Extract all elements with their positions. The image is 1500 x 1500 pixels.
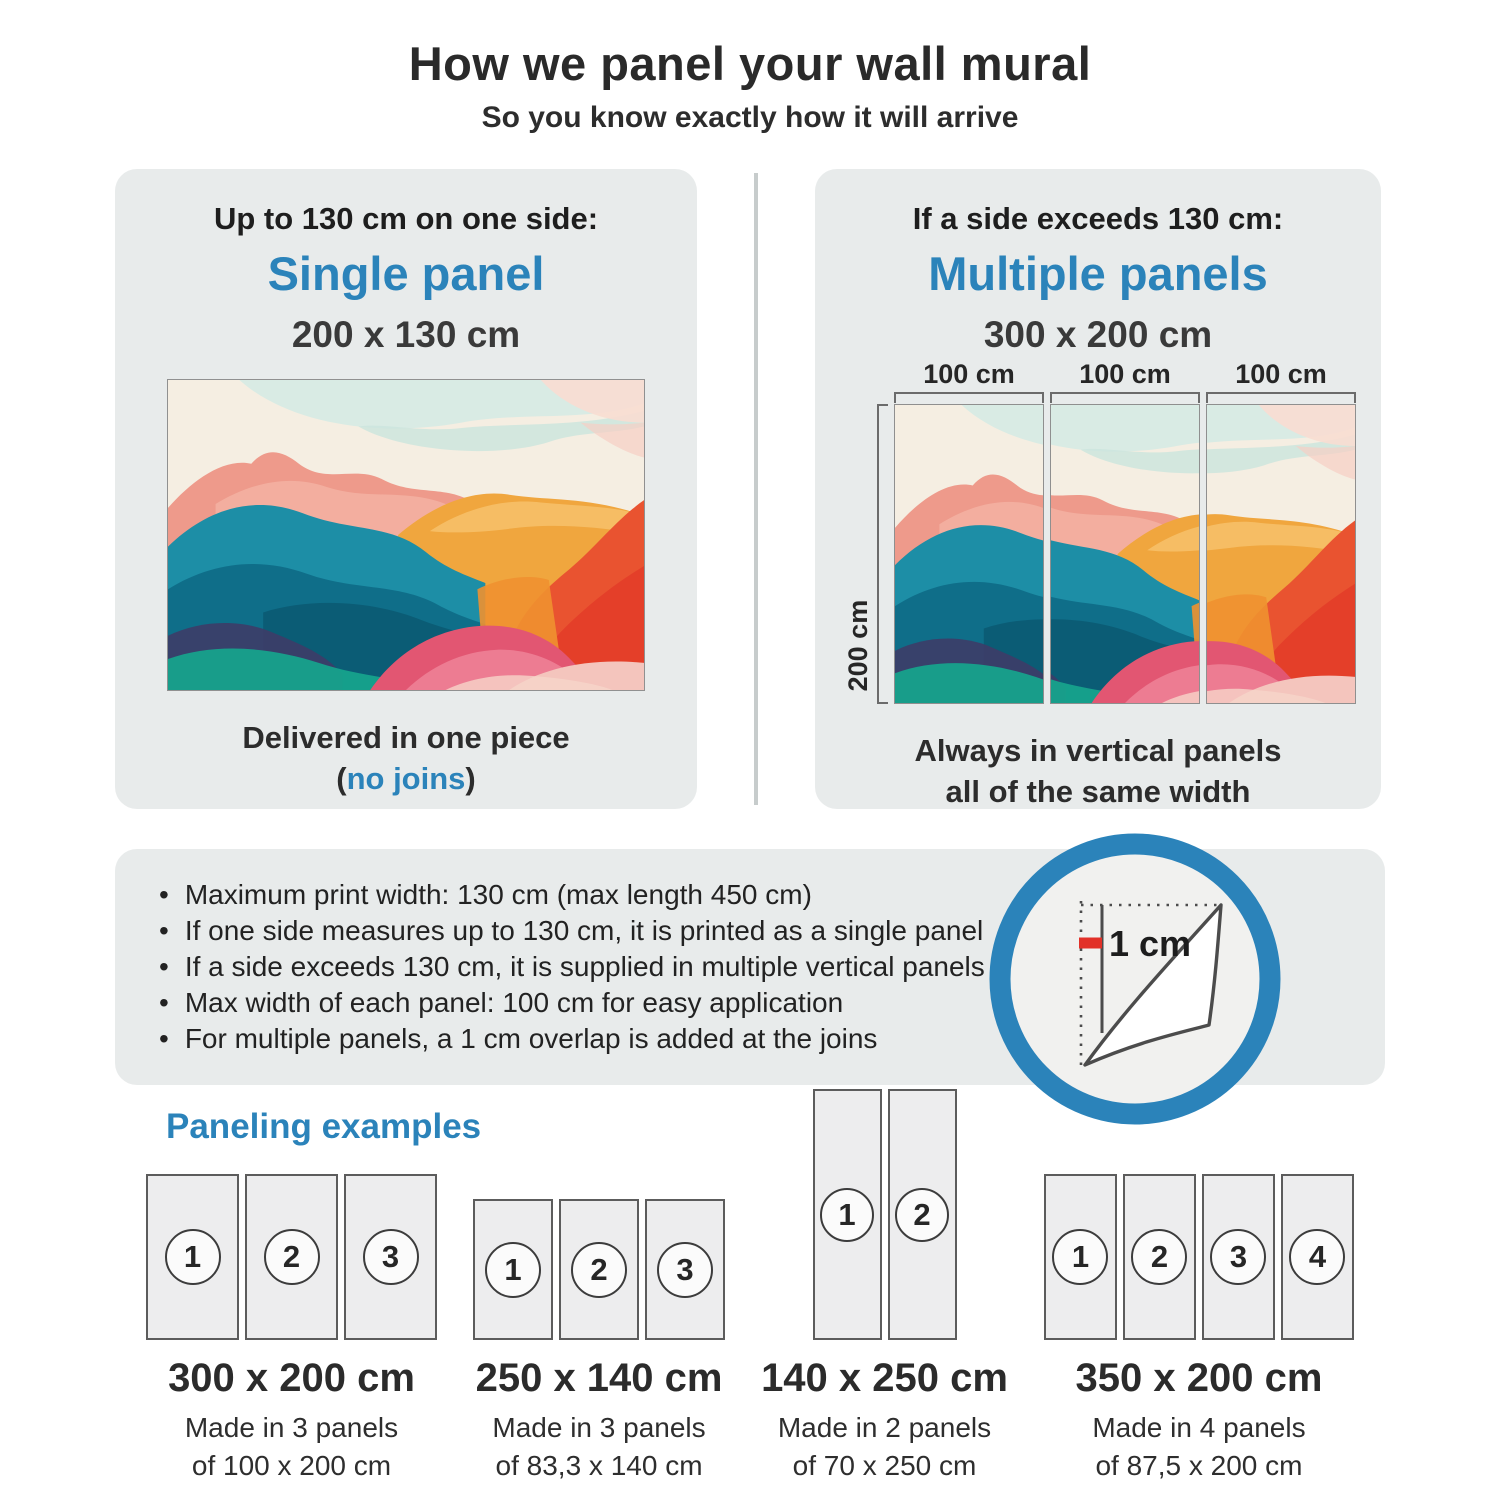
height-bracket: [877, 404, 888, 704]
width-label-3: 100 cm: [1235, 359, 1327, 389]
example-desc-line2: of 83,3 x 140 cm: [495, 1450, 703, 1481]
single-panel-result: Single panel: [267, 247, 545, 300]
panel: [559, 1199, 639, 1340]
panel-number-badge: 1: [820, 1188, 874, 1242]
rule-item-4: [153, 985, 1055, 1021]
example-panels: [473, 1199, 725, 1340]
single-panel-card: [115, 169, 697, 809]
examples-row: [138, 1089, 1362, 1485]
panel-number-badge: 3: [657, 1242, 713, 1298]
example-description: [492, 1409, 705, 1485]
width-bracket-3: [1206, 392, 1356, 403]
page-header: [0, 0, 1500, 135]
example-size: 140 x 250 cm: [761, 1356, 1008, 1400]
panel-number-badge: 2: [895, 1188, 949, 1242]
bullet-icon: •: [159, 915, 169, 946]
panel: [888, 1089, 957, 1340]
overlap-label: 1 cm: [1109, 923, 1192, 964]
panel-number-badge: 1: [165, 1229, 221, 1285]
rule-item-5: [153, 1021, 1055, 1057]
caption-paren-open: (: [336, 761, 347, 796]
panel-number-badge: 2: [571, 1242, 627, 1298]
panel-number-badge: 3: [363, 1229, 419, 1285]
mural-panel-slice-2: [1050, 404, 1200, 704]
single-caption-line1: Delivered in one piece: [242, 720, 570, 755]
example-desc-line2: of 87,5 x 200 cm: [1095, 1450, 1303, 1481]
rule-item-3: [153, 949, 1055, 985]
bullet-icon: •: [159, 987, 169, 1018]
single-panel-size: 200 x 130 cm: [291, 314, 521, 355]
width-label-1: 100 cm: [923, 359, 1015, 389]
panel: [1044, 1174, 1117, 1340]
panel: [813, 1089, 882, 1340]
example-desc-line2: of 100 x 200 cm: [191, 1450, 392, 1481]
panel-number-badge: 2: [1131, 1229, 1187, 1285]
bullet-icon: •: [159, 951, 169, 982]
panel: [645, 1199, 725, 1340]
rule-text-1: Maximum print width: 130 cm (max length 450 cm): [184, 879, 812, 910]
multiple-panels-result: Multiple panels: [928, 247, 1268, 300]
rule-text-4: Max width of each panel: 100 cm for easy application: [184, 987, 844, 1018]
page-subtitle: So you know exactly how it will arrive: [481, 101, 1019, 134]
multiple-panels-caption: [815, 730, 1381, 812]
panel-number-badge: 1: [485, 1242, 541, 1298]
mural-slice-1-svg: [895, 405, 1043, 703]
panel-number-badge: 4: [1289, 1229, 1345, 1285]
rule-text-3: If a side exceeds 130 cm, it is supplied in multiple vertical panels: [184, 951, 985, 982]
multiple-panels-size: 300 x 200 cm: [983, 314, 1213, 355]
multiple-caption-line2: all of the same width: [945, 774, 1251, 809]
width-bracket-2: [1050, 392, 1200, 403]
panel: [1202, 1174, 1275, 1340]
rule-text-2: If one side measures up to 130 cm, it is printed as a single panel: [184, 915, 984, 946]
bullet-icon: •: [159, 1023, 169, 1054]
panel-number-badge: 2: [264, 1229, 320, 1285]
panel: [1123, 1174, 1196, 1340]
example-description: [185, 1409, 398, 1485]
example-desc-line1: Made in 4 panels: [1092, 1412, 1306, 1443]
rule-item-2: [153, 913, 1055, 949]
single-panel-caption: [115, 717, 697, 799]
cards-divider: [754, 173, 758, 805]
height-label: 200 cm: [843, 599, 873, 692]
example-desc-line1: Made in 3 panels: [492, 1412, 706, 1443]
page-title: How we panel your wall mural: [408, 37, 1092, 90]
panel: [146, 1174, 239, 1340]
single-panel-condition: Up to 130 cm on one side:: [213, 201, 599, 236]
example-panels: [813, 1089, 957, 1340]
panel-number-badge: 3: [1210, 1229, 1266, 1285]
example-300x200: [146, 1174, 437, 1485]
example-size: 250 x 140 cm: [475, 1356, 723, 1400]
example-panels: [1044, 1174, 1354, 1340]
example-desc-line2: of 70 x 250 cm: [792, 1450, 977, 1481]
height-dimension: [840, 404, 888, 704]
examples-section: [138, 1085, 1362, 1485]
multiple-panels-diagram: [840, 360, 1356, 704]
rule-text-5: For multiple panels, a 1 cm overlap is added at the joins: [184, 1023, 878, 1054]
example-250x140: [473, 1199, 725, 1485]
bullet-icon: •: [159, 879, 169, 910]
example-panels: [146, 1174, 437, 1340]
panel-number-badge: 1: [1052, 1229, 1108, 1285]
width-label-2: 100 cm: [1079, 359, 1171, 389]
panel: [1281, 1174, 1354, 1340]
rule-item-1: [153, 877, 1055, 913]
panel: [473, 1199, 553, 1340]
rules-list: [153, 877, 1055, 1057]
caption-highlight: no joins: [346, 761, 466, 796]
multiple-panels-card: [815, 169, 1381, 809]
panel-options-row: [115, 169, 1385, 809]
mural-image: [167, 379, 645, 691]
example-desc-line1: Made in 2 panels: [777, 1412, 992, 1443]
example-description: [778, 1409, 991, 1485]
panel: [344, 1174, 437, 1340]
overlap-icon: [989, 833, 1281, 1125]
example-size: 300 x 200 cm: [168, 1356, 415, 1400]
mural-image-svg: [168, 380, 644, 690]
example-140x250: [761, 1089, 1008, 1485]
mural-slice-2-svg: [1051, 405, 1199, 703]
example-size: 350 x 200 cm: [1075, 1356, 1323, 1400]
mural-panel-slice-3: [1206, 404, 1356, 704]
example-desc-line1: Made in 3 panels: [184, 1412, 399, 1443]
example-description: [1092, 1409, 1305, 1485]
example-350x200: [1044, 1174, 1354, 1485]
overlap-icon-svg: [989, 833, 1281, 1125]
examples-heading: Paneling examples: [166, 1107, 482, 1146]
mural-slice-3-svg: [1207, 405, 1355, 703]
mural-panel-slice-1: [894, 404, 1044, 704]
cards-spacer: [697, 169, 815, 809]
width-bracket-1: [894, 392, 1044, 403]
caption-paren-close: ): [465, 761, 476, 796]
multiple-panels-condition: If a side exceeds 130 cm:: [912, 201, 1284, 236]
multiple-caption-line1: Always in vertical panels: [914, 733, 1282, 768]
panel: [245, 1174, 338, 1340]
rules-card: [115, 849, 1385, 1085]
